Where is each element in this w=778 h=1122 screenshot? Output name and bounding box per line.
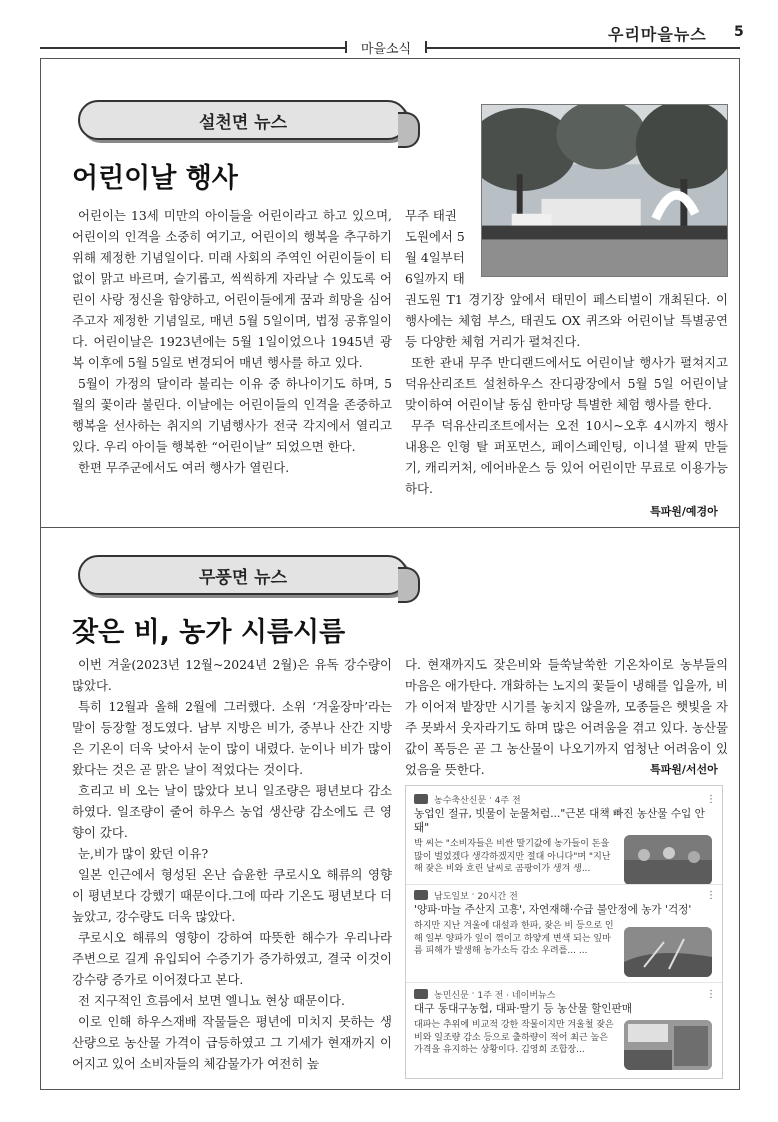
text-line: 도원에서 5 [405, 229, 465, 244]
source-logo-icon [414, 794, 428, 804]
paragraph: 한편 무주군에서도 여러 행사가 열린다. [78, 460, 290, 475]
news-source: 농민신문 [434, 990, 469, 1001]
news-item[interactable]: 남도일보 · 20시간 전 ⋮ '양파·마늘 주산지 고흥', 자연재해·수급 불안정에 농가 '걱정' 하지만 지난 겨울에 대설과 한파, 잦은 비 등으로 인해 일부 양파가 잎이 꺾이고 하얗게 변색 되는 잎마름 피해가 발생해 농가소득 감소 우려를... ... [414, 889, 716, 958]
more-vert-icon[interactable]: ⋮ [706, 988, 716, 1000]
paragraph: 이번 겨울(2023년 12월~2024년 2월)은 유독 강수량이 많았다. [72, 657, 392, 693]
news-title[interactable]: 농업인 절규, 빗물이 눈물처럼..."근본 대책 빠진 농산물 수입 안돼" [414, 808, 705, 834]
news-search-results [405, 785, 723, 1079]
paragraph: 무주 덕유산리조트에서는 오전 10시~오후 4시까지 행사 내용은 인형 탈 퍼포먼스, 페이스페인팅, 이니셜 팔찌 만들기, 캐리커처, 에어바운스 등 있어 어린이만 무료로 이용가능하다. [405, 418, 728, 496]
news-summary: 박 씨는 "소비자들은 비싼 딸기값에 농가들이 돈을 많이 벌었겠다 생각하겠지만 절대 아니다"며 "지난해 잦은 비와 흐린 날씨로 곰팡이가 생겨 생... [414, 839, 611, 875]
news-source: 남도일보 [434, 891, 469, 902]
news-time: 20시간 전 [477, 891, 518, 902]
paragraph: 눈,비가 많이 왔던 이유? [78, 846, 209, 861]
festival-photo [481, 104, 728, 277]
byline: 특파원/예경아 [650, 505, 718, 518]
news-source: 농수축산신문 [434, 795, 487, 806]
news-banner-mupung: 무풍면 뉴스 [78, 555, 408, 595]
news-summary: 대파는 추위에 비교적 강한 작물이지만 겨울철 잦은 비와 일조량 감소 등으로 출하량이 적어 최근 높은 가격을 유지하는 상황이다. 김영희 조합장... [414, 1020, 614, 1056]
news-title[interactable]: '양파·마늘 주산지 고흥', 자연재해·수급 불안정에 농가 '걱정' [414, 904, 692, 916]
section-divider [40, 527, 740, 528]
news-time: 4주 전 [494, 795, 521, 806]
page-number: 5 [734, 24, 744, 40]
source-logo-icon [414, 890, 428, 900]
news-title[interactable]: 대구 동대구농협, 대파·딸기 등 농산물 할인판매 [414, 1003, 633, 1015]
byline: 특파원/서선아 [650, 763, 718, 776]
text-line: 월 4일부터 [405, 250, 465, 265]
banner-curl [398, 112, 420, 148]
paragraph: 5월이 가정의 달이라 불리는 이유 중 하나이기도 하며, 5월의 꽃이라 불린다. 이날에는 어린이들의 인격을 존중하고 행복을 선사하는 취지의 기념행사가 전국 각지에서 열리고 있다. 우리 아이들 행복한 “어린이날” 되었으면 한다. [72, 376, 392, 454]
paragraph: 권도원 T1 경기장 앞에서 태민이 페스티벌이 개최된다. 이 행사에는 체험 부스, 태권도 OX 퀴즈와 어린이날 특별공연 등 다양한 체험 거리가 펼쳐진다. [405, 292, 728, 349]
paragraph: 흐리고 비 오는 날이 많았다 보니 일조량은 평년보다 감소하였다. 일조량이 줄어 하우스 농업 생산량 감소에도 큰 영향이 갔다. [72, 783, 392, 840]
article-title: 어린이날 행사 [72, 163, 238, 194]
paragraph: 이로 인해 하우스재배 작물들은 평년에 미치지 못하는 생산량으로 농산물 가격이 급등하였고 그 기세가 현재까지 이어지고 있어 소비자들의 체감물가가 여전히 높 [72, 1014, 392, 1071]
article-title: 잦은 비, 농가 시름시름 [72, 617, 346, 648]
news-item[interactable]: 농민신문 · 1주 전 · 네이버뉴스 ⋮ 대구 동대구농협, 대파·딸기 등 농산물 할인판매 대파는 추위에 비교적 강한 작물이지만 겨울철 잦은 비와 일조량 감소 등으로 출하량이 적어 최근 높은 가격을 유지하는 상황이다. 김영희 조합장... [414, 988, 716, 1057]
news-summary: 하지만 지난 겨울에 대설과 한파, 잦은 비 등으로 인해 일부 양파가 잎이 꺾이고 하얗게 변색 되는 잎마름 피해가 발생해 농가소득 감소 우려를... ... [414, 921, 614, 957]
paragraph: 다. 현재까지도 잦은비와 들쑥날쑥한 기온차이로 농부들의 마음은 애가탄다. 개화하는 노지의 꽃들이 냉해를 입을까, 비가 이어져 밭장만 시기를 놓치지 않을까, 모종들은 햇빛을 자주 못봐서 웃자라기도 하며 많은 어려움을 겪고 있다. 농산물값이 폭등은 곧 그 농산물이 나오기까지 엄청난 어려움이 있었음을 뜻한다. [405, 657, 728, 777]
article-column-left [72, 205, 392, 478]
more-vert-icon[interactable]: ⋮ [706, 889, 716, 901]
article-column-left [72, 654, 392, 1074]
article-narrow-lines [405, 205, 480, 289]
news-thumbnail[interactable] [624, 927, 712, 977]
paragraph: 특히 12월과 올해 2월에 그러했다. 소위 ‘겨울장마’라는 말이 등장할 정도였다. 남부 지방은 비가, 중부나 산간 지방은 기온이 더욱 낮아서 눈이 많이 내렸다. 눈이나 비가 많이 왔다는 것은 곧 맑은 날이 적었다는 것이다. [72, 699, 392, 777]
paragraph: 쿠로시오 해류의 영향이 강하여 따뜻한 해수가 우리나라 주변으로 길게 유입되어 수증기가 증가하였고, 결국 이것이 강수량 증가로 이어졌다고 본다. [72, 930, 392, 987]
news-time: 1주 전 · 네이버뉴스 [477, 990, 556, 1001]
paragraph: 또한 관내 무주 반디랜드에서도 어린이날 행사가 펼쳐지고 덕유산리조트 설천하우스 잔디광장에서 5월 5일 어린이날 맞이하여 어린이날 동심 한마당 특별한 체험 행사를 한다. [405, 355, 728, 412]
paragraph: 어린이는 13세 미만의 아이들을 어린이라고 하고 있으며, 어린이의 인격을 소중히 여기고, 어린이의 행복을 추구하기 위해 제정한 기념일이다. 미래 사회의 주역인 어린이들이 티 없이 맑고 바르며, 슬기롭고, 씩씩하게 자라날 수 있도록 어린이 사랑 정신을 함양하고, 어린이들에게 꿈과 희망을 심어주고자 제정한 기념일로, 매년 5월 5일이며, 법정 공휴일이다. 어린이날은 1923년에는 5월 1일이었으나 1945년 광복 이후에 5월 5일로 변경되어 매년 행사를 하고 있다. [72, 208, 392, 370]
text-line: 6일까지 태 [405, 271, 465, 286]
source-logo-icon [414, 989, 428, 999]
news-banner-seolcheon: 설천면 뉴스 [78, 100, 408, 140]
paragraph: 일본 인근에서 형성된 온난 습윤한 쿠로시오 해류의 영향이 평년보다 강했기 때문이다.그에 따라 기온도 평년보다 더 높았고, 강수량도 더욱 많았다. [72, 867, 392, 924]
news-thumbnail[interactable] [624, 1020, 712, 1070]
brand-title: 우리마을뉴스 [608, 25, 707, 44]
more-vert-icon[interactable]: ⋮ [706, 793, 716, 805]
banner-curl [398, 567, 420, 603]
text-line: 무주 태권 [405, 208, 457, 223]
section-label: 마을소식 [345, 38, 427, 57]
news-thumbnail[interactable] [624, 835, 712, 885]
article-column-right [405, 289, 728, 499]
news-item[interactable]: 농수축산신문 · 4주 전 ⋮ 농업인 절규, 빗물이 눈물처럼..."근본 대책 빠진 농산물 수입 안돼" 박 씨는 "소비자들은 비싼 딸기값에 농가들이 돈을 많이 벌었겠다 생각하겠지만 절대 아니다"며 "지난해 잦은 비와 흐린 날씨로 곰팡이가 생겨 생... [414, 793, 716, 876]
paragraph: 전 지구적인 흐름에서 보면 엘니뇨 현상 때문이다. [78, 993, 345, 1008]
